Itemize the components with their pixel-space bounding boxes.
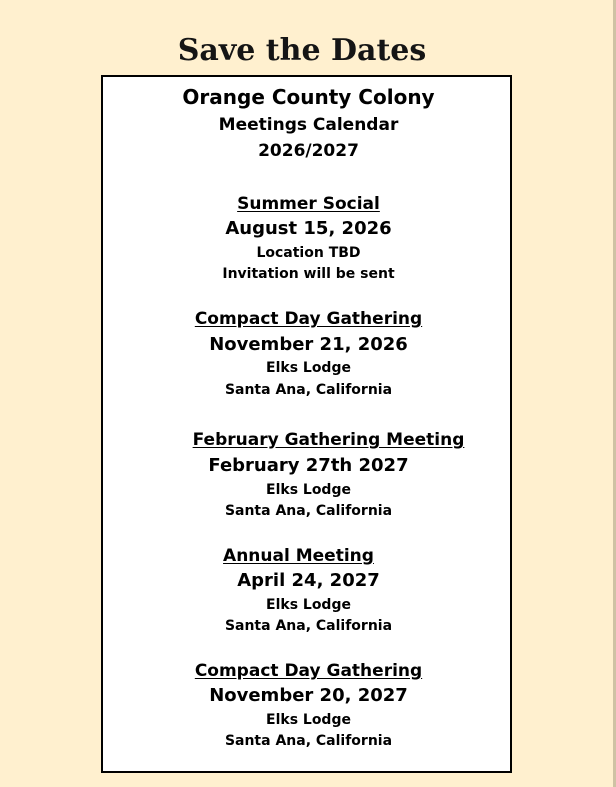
calendar-years: 2026/2027 bbox=[258, 141, 359, 161]
event-title: February Gathering Meeting bbox=[192, 430, 465, 450]
event-date: August 15, 2026 bbox=[225, 218, 392, 239]
event-city: Santa Ana, California bbox=[224, 733, 393, 749]
event-date: April 24, 2027 bbox=[237, 570, 380, 591]
org-name: Orange County Colony bbox=[182, 85, 435, 109]
event-city: Santa Ana, California bbox=[224, 503, 393, 519]
event-location: Elks Lodge bbox=[266, 360, 351, 376]
event-note: Invitation will be sent bbox=[222, 266, 395, 282]
event-date: November 21, 2026 bbox=[209, 334, 408, 355]
event-title: Annual Meeting bbox=[223, 546, 374, 566]
event-title: Summer Social bbox=[237, 194, 380, 214]
event-title: Compact Day Gathering bbox=[194, 661, 423, 681]
event-city: Santa Ana, California bbox=[224, 382, 393, 398]
event-location: Elks Lodge bbox=[266, 597, 351, 613]
calendar-box bbox=[101, 75, 512, 773]
event-date: February 27th 2027 bbox=[208, 455, 409, 476]
page-title: Save the Dates bbox=[177, 33, 427, 68]
event-location: Elks Lodge bbox=[266, 712, 351, 728]
event-date: November 20, 2027 bbox=[209, 685, 408, 706]
event-location: Location TBD bbox=[256, 245, 361, 261]
calendar-subtitle: Meetings Calendar bbox=[218, 115, 399, 135]
event-city: Santa Ana, California bbox=[224, 618, 393, 634]
event-location: Elks Lodge bbox=[266, 482, 351, 498]
event-title: Compact Day Gathering bbox=[194, 309, 423, 329]
